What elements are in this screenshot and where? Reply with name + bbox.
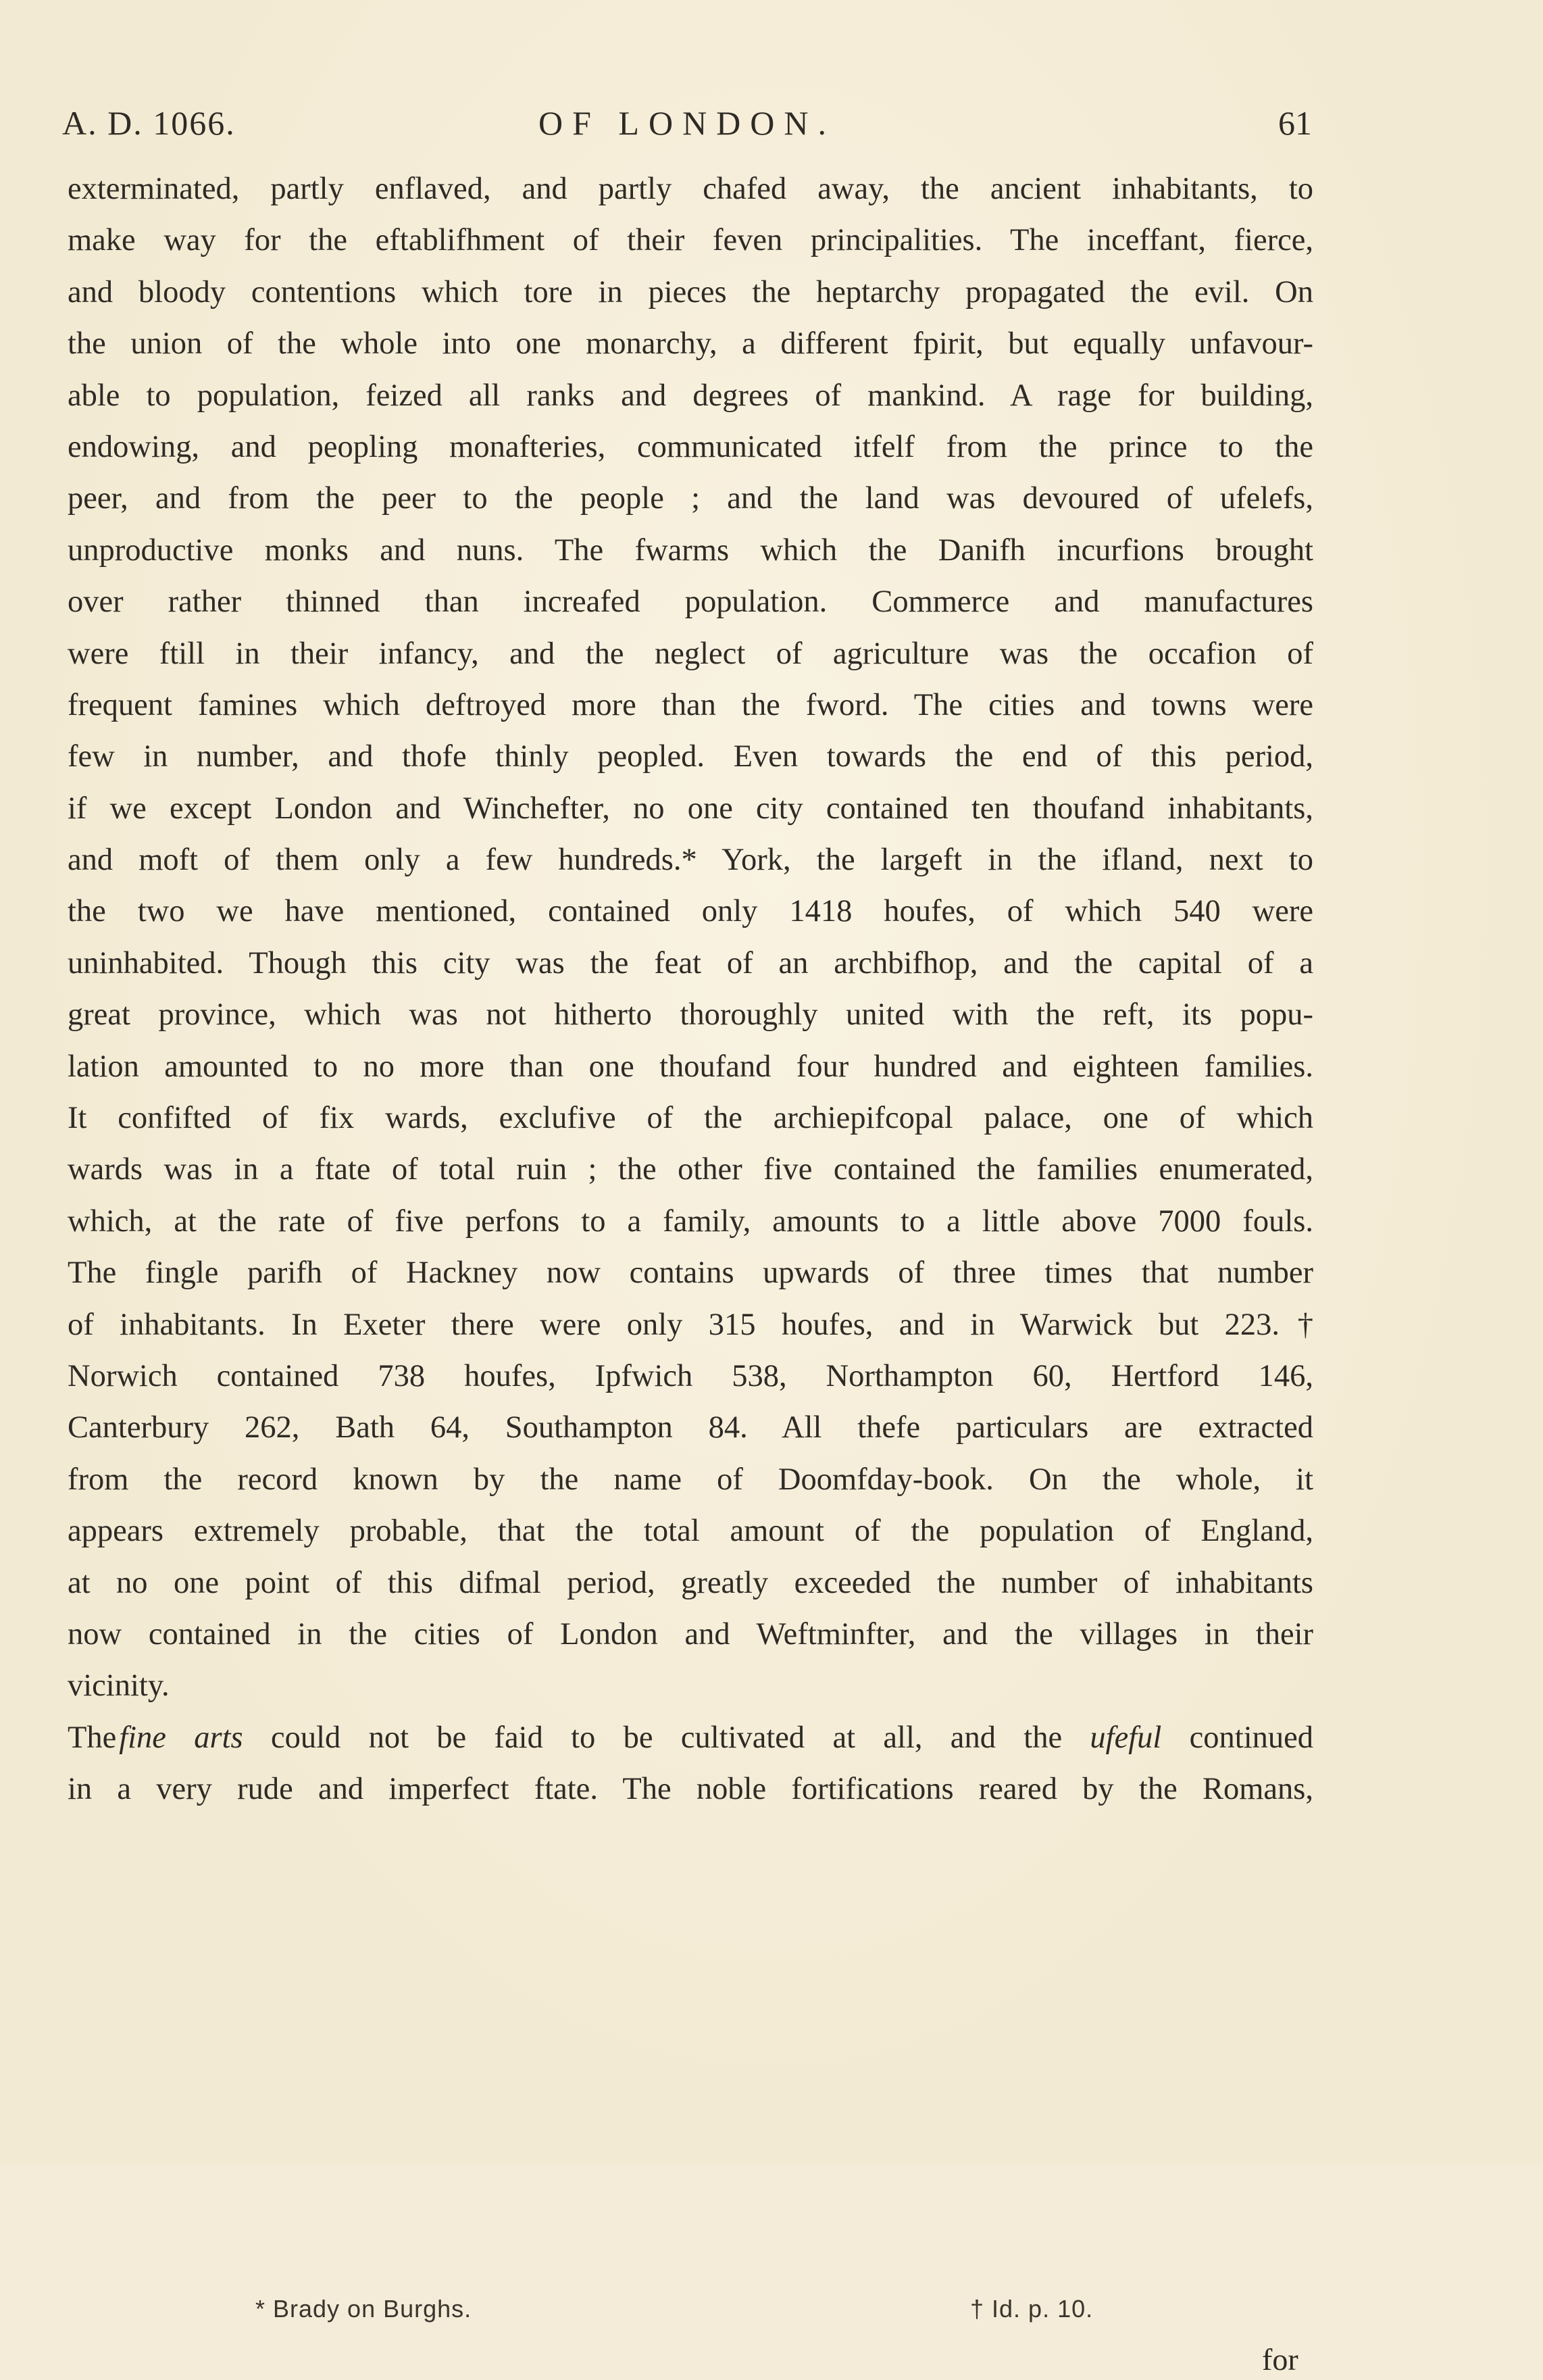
text-line: exterminated, partly enflaved, and partly chafed away, the ancient inhabitants, to <box>68 172 1313 206</box>
text-line: appears extremely probable, that the total amount of the population of England, <box>68 1514 1313 1549</box>
text-line: few in number, and thofe thinly peopled. Even towards the end of this period, <box>68 739 1313 774</box>
text-line: from the record known by the name of Doomfday-book. On the whole, it <box>68 1462 1313 1497</box>
para2-text-a: could not be faid to be cultivated at all, and the <box>270 1720 1063 1755</box>
header-title: OF LONDON. <box>538 104 836 142</box>
paragraph-two-line-two: in a very rude and imperfect ftate. The noble fortifications reared by the Romans, <box>68 1772 1313 1807</box>
text-line: great province, which was not hitherto thoroughly united with the reft, its popu- <box>68 997 1313 1033</box>
fine-arts-italic: fine arts <box>119 1720 243 1755</box>
text-line: It confifted of fix wards, exclufive of the archiepifcopal palace, one of which <box>68 1101 1313 1136</box>
text-line: vicinity. <box>68 1668 170 1704</box>
footnote-id: † Id. p. 10. <box>970 2295 1094 2323</box>
text-line: Norwich contained 738 houfes, Ipfwich 538, Northampton 60, Hertford 146, <box>68 1358 1313 1393</box>
para2-text-b: continued <box>1189 1720 1313 1755</box>
catchword: for <box>1262 2342 1298 2377</box>
text-line: and moft of them only a few hundreds.* York, the largeft in the ifland, next to <box>68 843 1313 878</box>
text-line: over rather thinned than increafed population. Commerce and manufactures <box>68 585 1313 620</box>
text-line: endowing, and peopling monafteries, communicated itfelf from the prince to the <box>68 429 1313 464</box>
text-line: peer, and from the peer to the people ; and the land was devoured of ufelefs, <box>68 481 1313 516</box>
useful-italic: ufeful <box>1090 1720 1162 1755</box>
text-line: frequent famines which deftroyed more than the fword. The cities and towns were <box>68 687 1313 722</box>
text-line: at no one point of this difmal period, greatly exceeded the number of inhabitants <box>68 1565 1313 1600</box>
text-line: make way for the eftablifhment of their feven principalities. The inceffant, fierce, <box>68 223 1313 258</box>
text-line: of inhabitants. In Exeter there were only 315 houfes, and in Warwick but 223.† <box>68 1307 1313 1342</box>
footnote-brady: * Brady on Burghs. <box>255 2295 472 2323</box>
text-line: The fingle parifh of Hackney now contains upwards of three times that number <box>68 1256 1313 1291</box>
text-line: lation amounted to no more than one thoufand four hundred and eighteen families. <box>68 1049 1313 1084</box>
text-line: if we except London and Winchefter, no one city contained ten thoufand inhabitants, <box>68 791 1313 826</box>
text-line: unproductive monks and nuns. The fwarms which the Danifh incurfions brought <box>68 532 1313 568</box>
text-line: the union of the whole into one monarchy, a different fpirit, but equally unfavour- <box>68 326 1313 362</box>
running-head <box>62 96 1312 150</box>
text-line: the two we have mentioned, contained only 1418 houfes, of which 540 were <box>68 894 1313 929</box>
text-line: now contained in the cities of London and Weftminfter, and the villages in their <box>68 1616 1313 1652</box>
para-start-word: The <box>68 1720 117 1755</box>
text-line: which, at the rate of five perfons to a family, amounts to a little above 7000 fouls. <box>68 1204 1313 1239</box>
text-line: uninhabited. Though this city was the feat of an archbifhop, and the capital of a <box>68 945 1313 981</box>
text-line: able to population, feized all ranks and degrees of mankind. A rage for building, <box>68 378 1313 413</box>
paragraph-two-line-one <box>68 1712 1313 1764</box>
text-line: Canterbury 262, Bath 64, Southampton 84. All thefe particulars are extracted <box>68 1410 1313 1445</box>
page-number: 61 <box>1278 104 1312 142</box>
header-year: A. D. 1066. <box>62 104 236 142</box>
text-line: wards was in a ftate of total ruin ; the other five contained the families enumerated, <box>68 1152 1313 1187</box>
text-line: and bloody contentions which tore in pieces the heptarchy propagated the evil. On <box>68 274 1313 309</box>
text-line: were ftill in their infancy, and the neglect of agriculture was the occafion of <box>68 636 1313 671</box>
body-text <box>68 164 1313 1816</box>
